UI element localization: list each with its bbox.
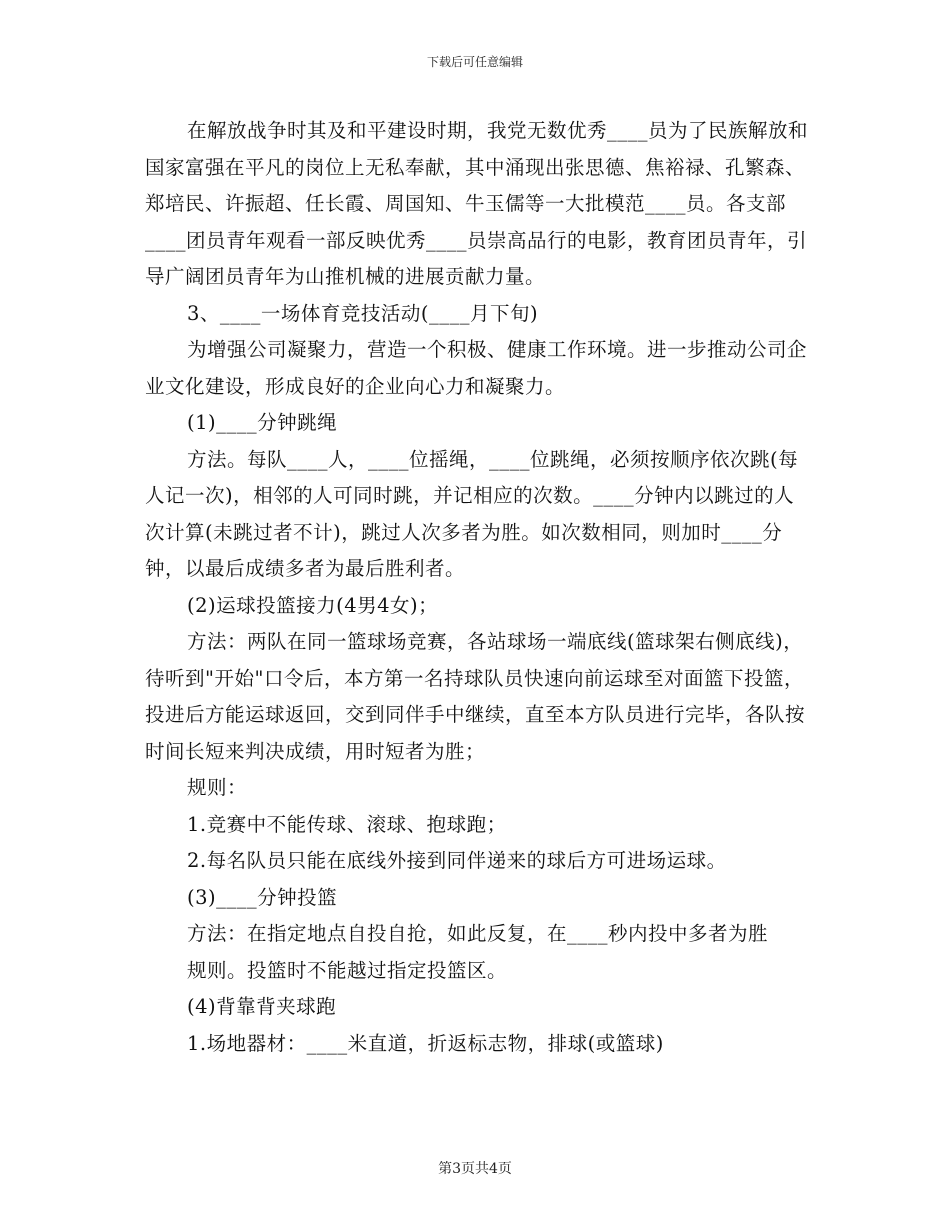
page-header-note: 下载后可任意编辑 [426, 55, 523, 69]
rules-heading: 规则： [187, 776, 248, 799]
section-heading-3: 3、____一场体育竞技活动(____月下旬) [187, 301, 539, 325]
equipment-line: 1.场地器材：____米直道，折返标志物，排球(或篮球) [187, 1031, 664, 1055]
item-heading-4: (4)背靠背夹球跑 [187, 995, 337, 1018]
paragraph-rule-3: 规则。投篮时不能越过指定投篮区。 [187, 958, 508, 982]
paragraph-1: 在解放战争时其及和平建设时期，我党无数优秀____员为了民族解放和国家富强在平凡的岗位上无私奉献，其中涌现出张思德、焦裕禄、孔繁森、郑培民、许振超、任长霞、周国知、牛玉儒等一大批模范____员。各支部____团员青年观看一部反映优秀____员崇高品行的电影，教育团员青年，引导广阔团员青年为山推机械的进展贡献力量。 [145, 119, 809, 288]
paragraph-purpose: 为增强公司凝聚力，营造一个积极、健康工作环境。进一步推动公司企业文化建设，形成良好的企业向心力和凝聚力。 [145, 338, 808, 398]
item-heading-2: (2)运球投篮接力(4男4女)； [187, 593, 439, 617]
rule-1: 1.竞赛中不能传球、滚球、抱球跑； [187, 812, 507, 836]
rule-2: 2.每名队员只能在底线外接到同伴递来的球后方可进场运球。 [187, 849, 727, 872]
item-heading-3: (3)____分钟投篮 [187, 885, 338, 909]
paragraph-method-3: 方法：在指定地点自投自抢，如此反复，在____秒内投中多者为胜 [187, 922, 769, 945]
item-heading-1: (1)____分钟跳绳 [187, 411, 338, 434]
paragraph-method-1: 方法。每队____人，____位摇绳，____位跳绳，必须按顺序依次跳(每人记一次)，相邻的人可同时跳，并记相应的次数。____分钟内以跳过的人次计算(未跳过者不计)，跳过人次多者为胜。如次数相同，则加时____分钟，以最后成绩多者为最后胜利者。 [145, 447, 799, 580]
paragraph-method-2: 方法：两队在同一篮球场竞赛，各站球场一端底线(篮球架右侧底线)，待听到"开始"口令后，本方第一名持球队员快速向前运球至对面篮下投篮，投进后方能运球返回，交到同伴手中继续，直至本方队员进行完毕，各队按时间长短来判决成绩，用时短者为胜； [145, 630, 806, 763]
document-body [145, 113, 810, 1062]
page-number: 第3页共4页 [438, 1161, 512, 1177]
